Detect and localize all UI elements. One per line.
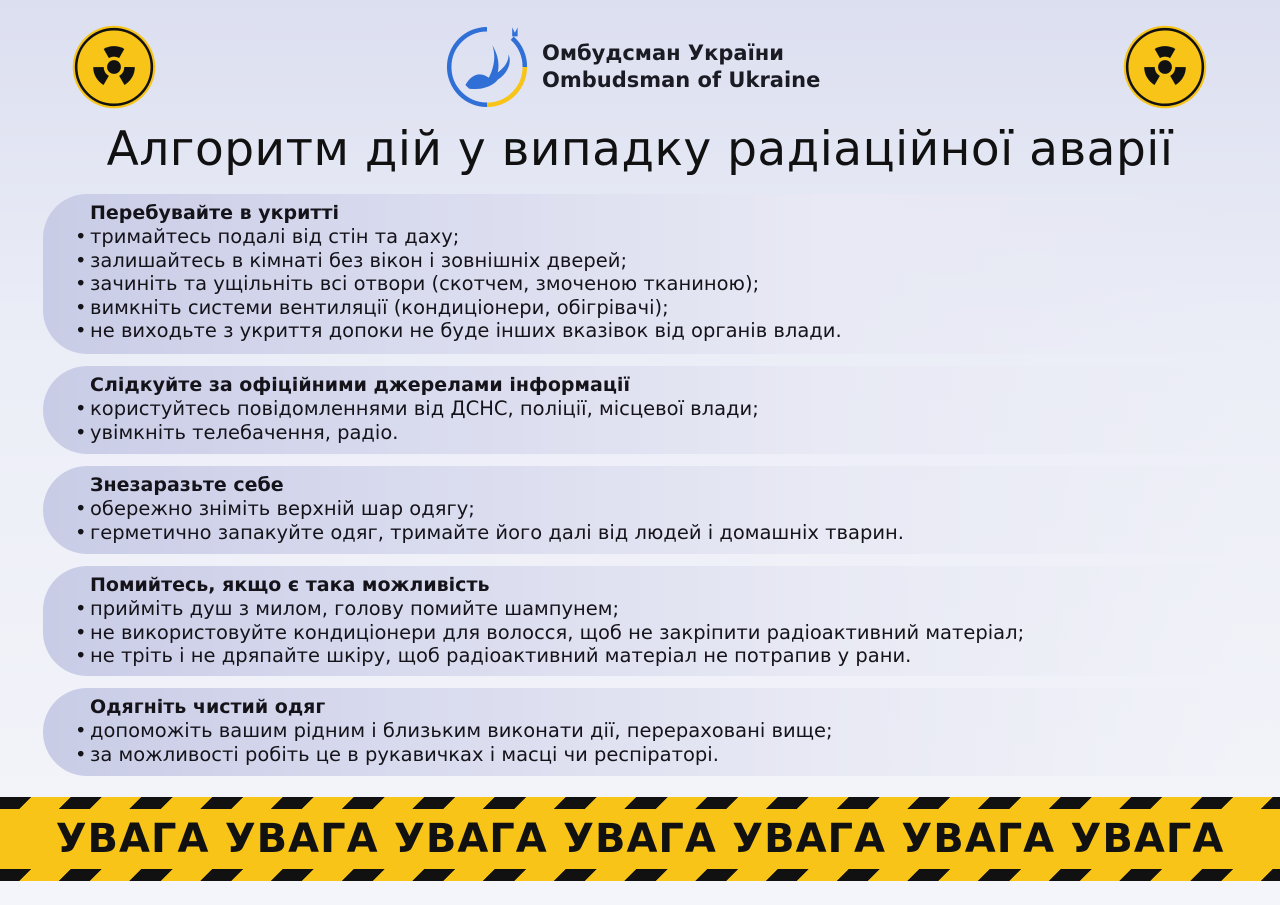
ombudsman-logo: [442, 22, 820, 112]
list-item: • за можливості робіть це в рукавичках і масці чи респіраторі.: [75, 743, 1240, 767]
section-heading: Одягніть чистий одяг: [90, 696, 326, 718]
tape-word: УВАГА: [901, 816, 1056, 862]
section-heading: Слідкуйте за офіційними джерелами інформації: [90, 374, 630, 396]
tape-stripes-bottom: [0, 869, 1280, 881]
list-item: • допоможіть вашим рідним і близьким виконати дії, перераховані вище;: [75, 719, 1240, 743]
list-item: • тримайтесь подалі від стін та даху;: [75, 225, 1240, 249]
tape-word: УВАГА: [224, 816, 379, 862]
section-clean-clothes: [43, 688, 1240, 776]
tape-word: УВАГА: [732, 816, 886, 862]
section-heading: Знезаразьте себе: [90, 474, 284, 496]
section-heading: Помийтесь, якщо є така можливість: [90, 574, 490, 596]
radiation-icon: [1122, 24, 1208, 110]
page-title: Алгоритм дій у випадку радіаційної аварії: [106, 122, 1174, 177]
list-item: • залишайтесь в кімнаті без вікон і зовнішніх дверей;: [75, 249, 1240, 273]
list-item: • не виходьте з укриття допоки не буде інших вказівок від органів влади.: [75, 319, 1240, 343]
list-item: • прийміть душ з милом, голову помийте шампунем;: [75, 597, 1240, 621]
list-item: • увімкніть телебачення, радіо.: [75, 421, 1240, 445]
section-heading: Перебувайте в укритті: [90, 202, 339, 224]
radiation-icon: [71, 24, 157, 110]
list-item: • герметично запакуйте одяг, тримайте його далі від людей і домашніх тварин.: [75, 521, 1240, 545]
list-item: • користуйтесь повідомленнями від ДСНС, поліції, місцевої влади;: [75, 397, 1240, 421]
tape-word: УВАГА: [393, 816, 548, 862]
tape-word: УВАГА: [563, 816, 717, 862]
section-shelter: [43, 194, 1240, 354]
logo-line-ukrainian: Омбудсман України: [542, 41, 785, 65]
list-item: • обережно зніміть верхній шар одягу;: [75, 497, 1240, 521]
section-decontaminate: [43, 466, 1240, 554]
logo-line-english: Ombudsman of Ukraine: [542, 68, 821, 92]
list-item: • вимкніть системи вентиляції (кондиціонери, обігрівачі);: [75, 296, 1240, 320]
warning-tape: [0, 797, 1280, 881]
list-item: • не використовуйте кондиціонери для волосся, щоб не закріпити радіоактивний матеріал;: [75, 621, 1240, 645]
tape-word: УВАГА: [55, 816, 210, 862]
ombudsman-emblem-icon: [442, 22, 532, 112]
list-item: • зачиніть та ущільніть всі отвори (скотчем, змоченою тканиною);: [75, 272, 1240, 296]
tape-stripes-top: [0, 797, 1280, 809]
tape-word: УВАГА: [1070, 816, 1225, 862]
section-wash: [43, 566, 1240, 676]
section-official-sources: [43, 366, 1240, 454]
list-item: • не тріть і не дряпайте шкіру, щоб радіоактивний матеріал не потрапив у рани.: [75, 644, 1240, 668]
